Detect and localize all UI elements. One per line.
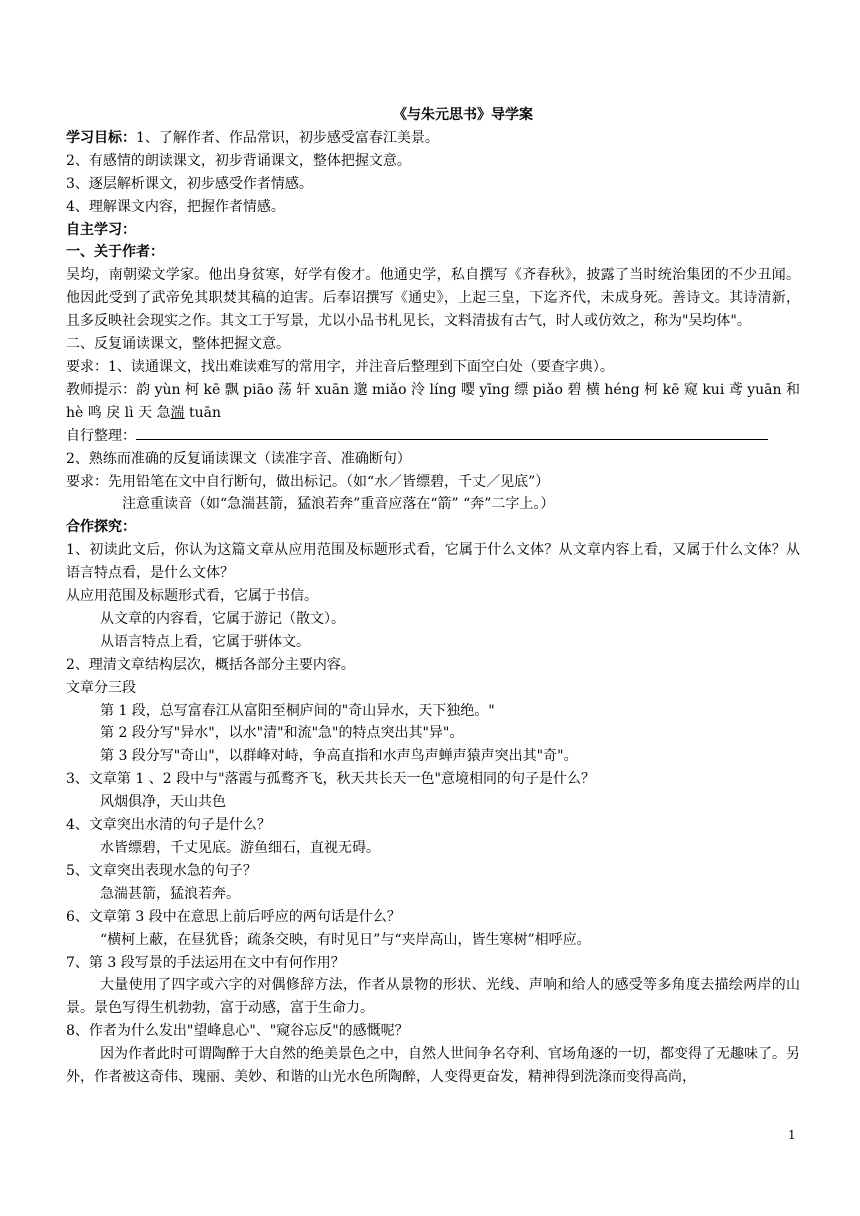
answer-blank[interactable] (136, 425, 768, 440)
teacher-hint-text: 教师提示：韵 yùn 柯 kē 飘 piāo 荡 轩 xuān 邈 miǎo 泠 líng 嘤 yīng 缥 piǎo 碧 横 héng 柯 kē 窥 kui 鸢 yuān 和 hè 鸣 戾 lì 天 急 (66, 381, 800, 421)
answer-2-line: 第 2 段分写"异水"，以水"清"和流"急"的特点突出其"异"。 (100, 725, 464, 742)
objective-item: 4、理解课文内容，把握作者情感。 (66, 198, 285, 215)
objectives-line (66, 127, 800, 150)
self-study-heading: 自主学习： (66, 221, 136, 238)
underlined-char: 湍 (170, 404, 185, 421)
question-1: 1、初读此文后，你认为这篇文章从应用范围及标题形式看，它属于什么文体？从文章内容上看，又属于什么文体？从语言特点看，是什么文体？ (66, 542, 800, 582)
page-number: 1 (788, 1128, 796, 1142)
answer-1-line: 从应用范围及标题形式看，它属于书信。 (66, 588, 318, 605)
answer-3: 风烟俱净，天山共色 (100, 794, 226, 811)
question-6: 6、文章第 3 段中在意思上前后呼应的两句话是什么？ (66, 908, 401, 925)
answer-4: 水皆缥碧，千丈见底。游鱼细石，直视无碍。 (100, 840, 380, 856)
objective-item: 1、了解作者、作品常识，初步感受富春江美景。 (136, 129, 439, 146)
requirement-2-detail: 要求：先用铅笔在文中自行断句，做出标记。（如“水／皆缥碧，千丈／见底”） (66, 473, 550, 490)
question-4: 4、文章突出水清的句子是什么？ (66, 817, 271, 834)
requirement-2-note: 注意重读音（如“急湍甚箭，猛浪若奔”重音应落在“箭” “奔”二字上。） (122, 496, 555, 513)
answer-7: 大量使用了四字或六字的对偶修辞方法，作者从景物的形状、光线、声响和给人的感受等多角度去描绘两岸的山景。景色写得生机勃勃，富于动感，富于生命力。 (66, 977, 800, 1017)
answer-1-line: 从语言特点上看，它属于骈体文。 (100, 633, 310, 650)
question-8: 8、作者为什么发出"望峰息心"、"窥谷忘反"的感慨呢？ (66, 1023, 409, 1040)
answer-2-line: 第 1 段，总写富春江从富阳至桐庐间的"奇山异水，天下独绝。" (100, 702, 495, 719)
document-page (66, 104, 800, 1089)
teacher-hint-end: tuān (184, 404, 221, 421)
answer-5: 急湍甚箭，猛浪若奔。 (100, 885, 240, 902)
objectives-heading: 学习目标： (66, 129, 136, 146)
author-paragraph: 吴均，南朝梁文学家。他出身贫寒，好学有俊才。他通史学，私自撰写《齐春秋》，披露了当时统治集团的不少丑闻。他因此受到了武帝免其职焚其稿的迫害。后奉诏撰写《通史》，上起三皇，下迄齐代，未成身死。善诗文。其诗清新，且多反映社会现实之作。其文工于写景，尤以小品书札见长，文料清拔有古气，时人或仿效之，称为"吴均体"。 (66, 267, 800, 330)
self-organize-label: 自行整理： (66, 427, 136, 444)
question-5: 5、文章突出表现水急的句子？ (66, 862, 257, 879)
document-title: 《与朱元思书》导学案 (393, 107, 533, 123)
self-organize-line (66, 425, 800, 448)
objective-item: 2、有感情的朗读课文，初步背诵课文，整体把握文意。 (66, 152, 411, 169)
question-3: 3、文章第 1 、2 段中与"落霞与孤鹜齐飞，秋天共长天一色"意境相同的句子是什么？ (66, 771, 595, 788)
cooperative-heading: 合作探究： (66, 519, 136, 536)
question-7: 7、第 3 段写景的手法运用在文中有何作用？ (66, 954, 345, 971)
objective-item: 3、逐层解析课文，初步感受作者情感。 (66, 175, 313, 192)
author-heading: 一、关于作者： (66, 244, 164, 261)
answer-8: 因为作者此时可谓陶醉于大自然的绝美景色之中，自然人世间争名夺利、官场角逐的一切，都变得了无趣味了。另外，作者被这奇伟、瑰丽、美妙、和谐的山光水色所陶醉，人变得更奋发，精神得到洗涤而变得高尚， (66, 1046, 800, 1086)
requirement-1: 要求：1、读通课文，找出难读难写的常用字，并注音后整理到下面空白处（要查字典）。 (66, 358, 614, 375)
answer-6: “横柯上蔽，在昼犹昏；疏条交映，有时见日”与“夹岸高山，皆生寒树”相呼应。 (100, 931, 591, 948)
answer-1-line: 从文章的内容看，它属于游记（散文）。 (100, 610, 345, 627)
question-2: 2、理清文章结构层次，概括各部分主要内容。 (66, 656, 355, 673)
reading-heading: 二、反复诵读课文，整体把握文意。 (66, 336, 290, 353)
answer-2-intro: 文章分三段 (66, 679, 136, 696)
answer-2-line: 第 3 段分写"奇山"，以群峰对峙，争高直指和水声鸟声蝉声猿声突出其"奇"。 (100, 748, 578, 765)
teacher-hint (66, 379, 800, 425)
requirement-2: 2、熟练而准确的反复诵读课文（读准字音、准确断句） (66, 450, 411, 467)
